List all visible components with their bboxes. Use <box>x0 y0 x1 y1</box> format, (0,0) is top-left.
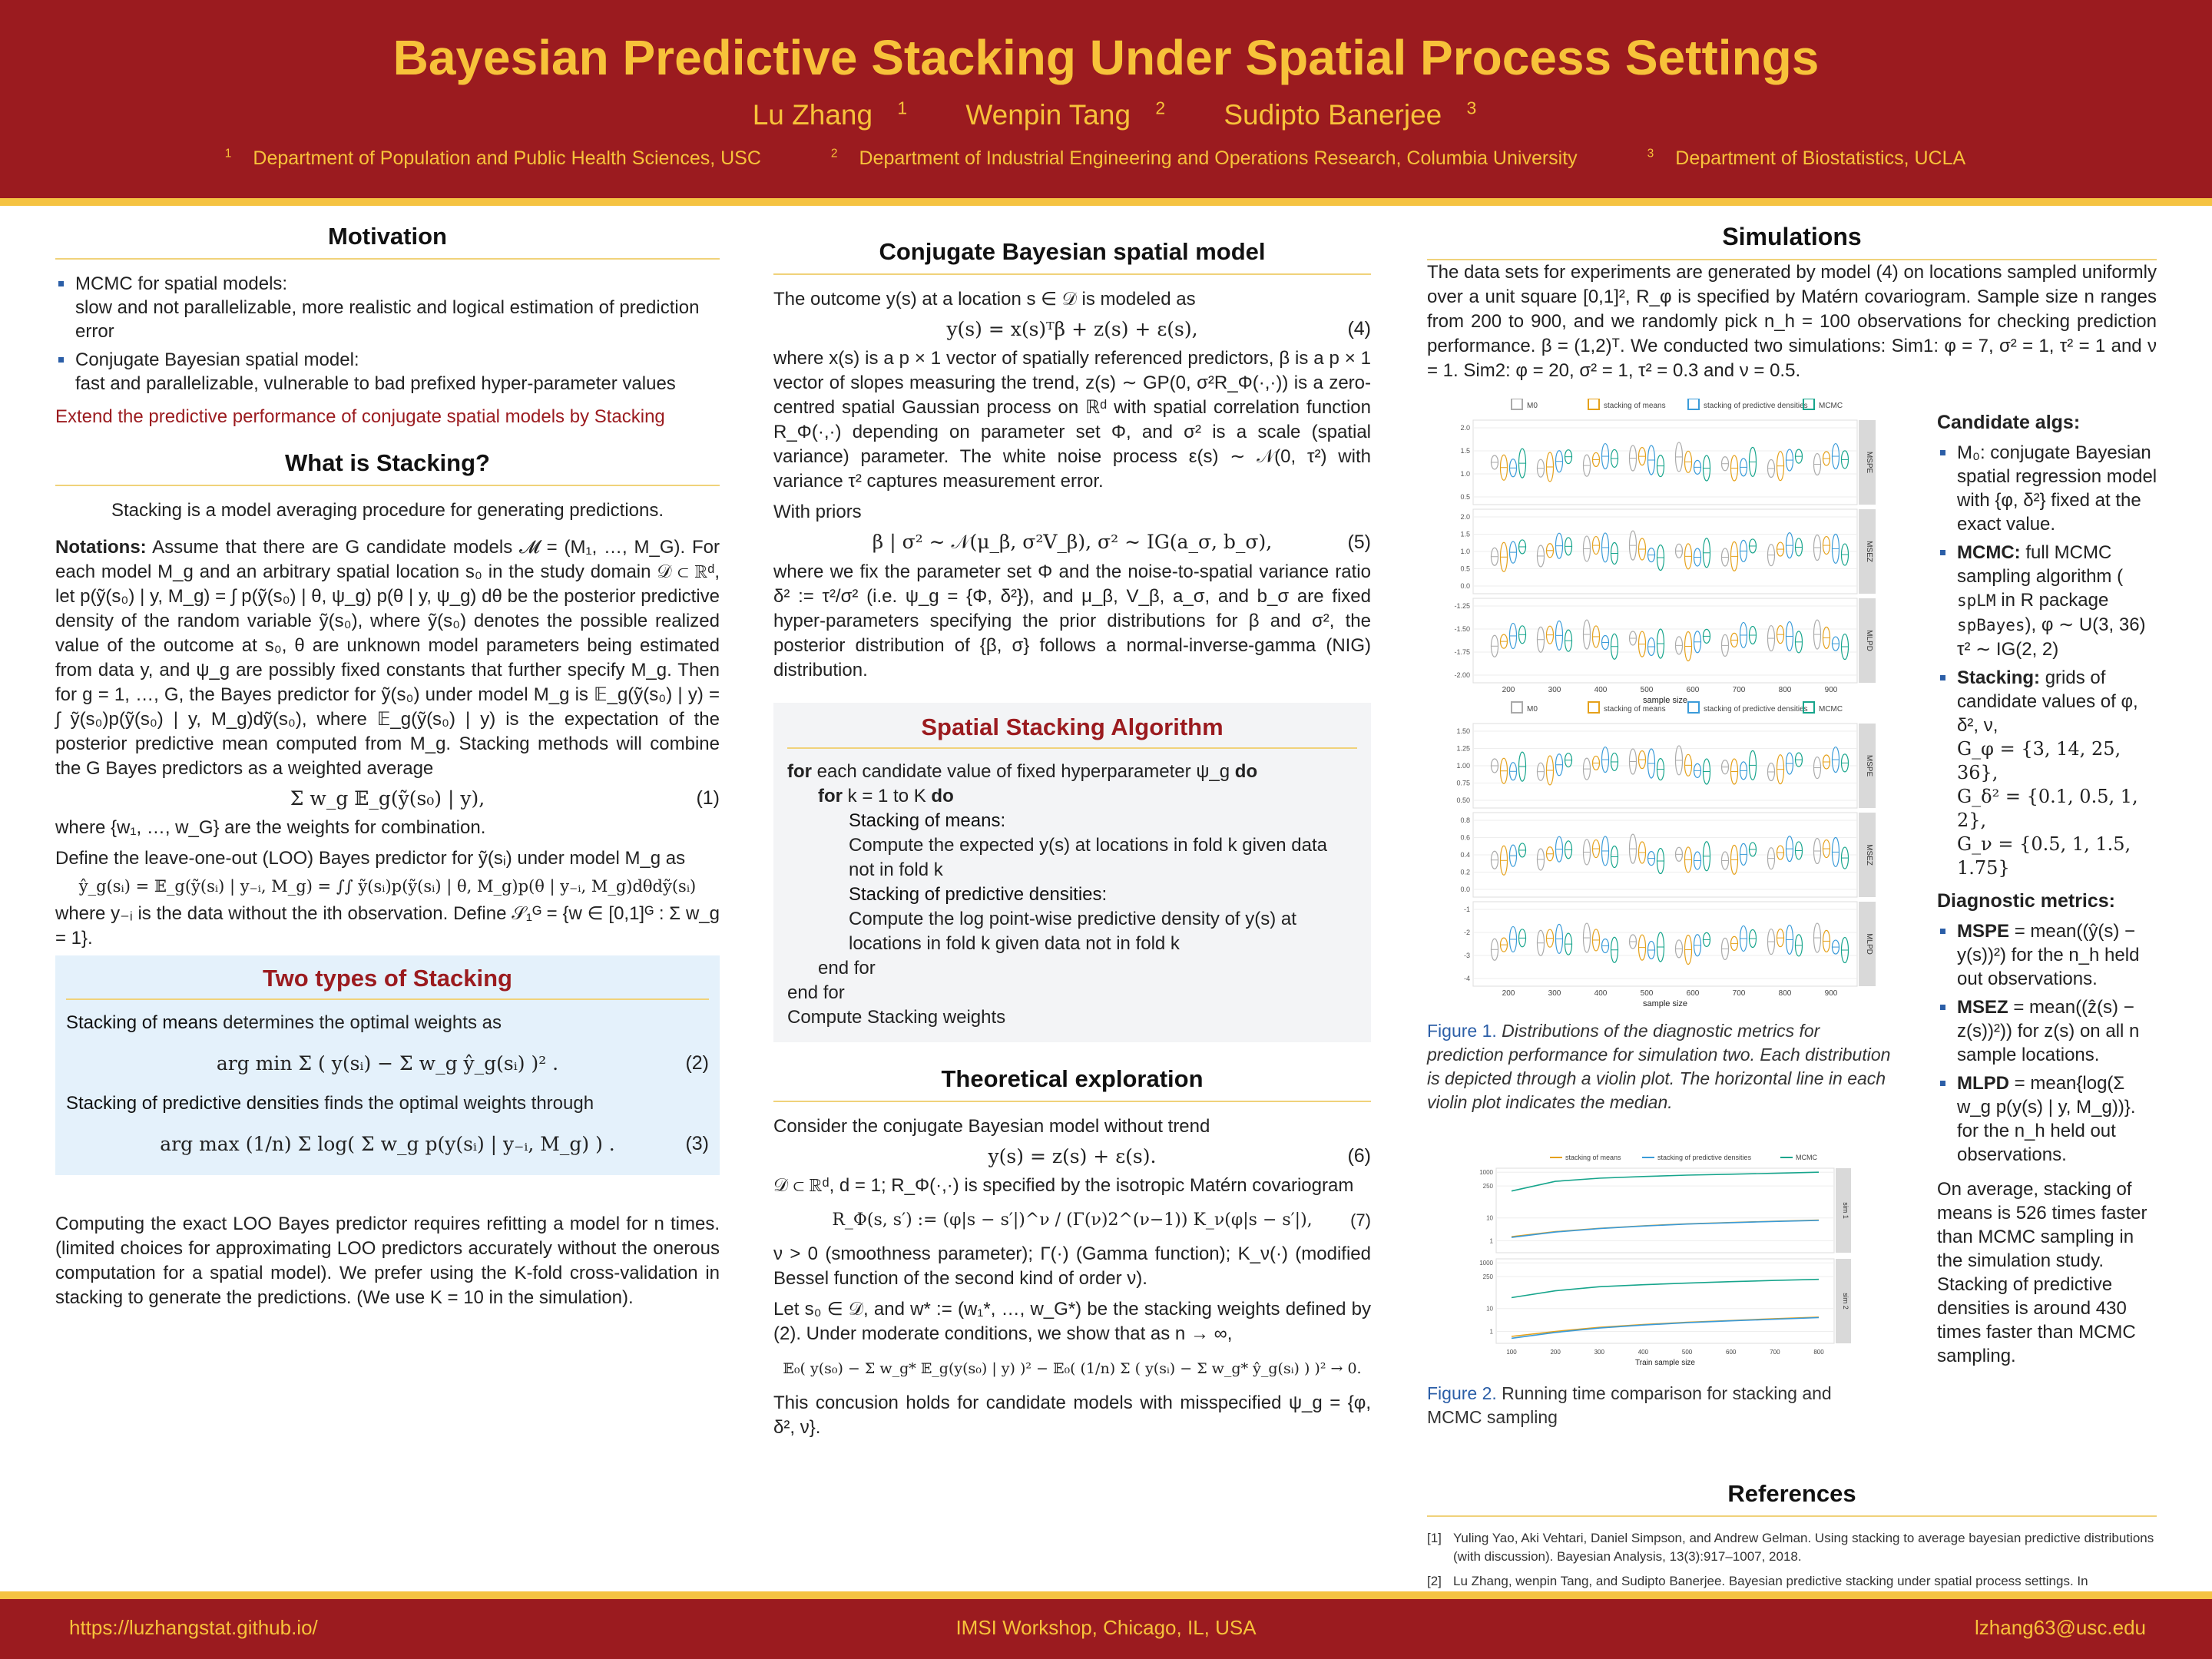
x-tick-sim1: 800 <box>1778 686 1792 694</box>
website-link[interactable]: https://luzhangstat.github.io/ <box>69 1616 318 1639</box>
two-types-box <box>55 955 720 1175</box>
diagnostic-mlpd: MLPD = mean{log(Σ w_g p(y(s) | y, M_g))}. for the n_h held out observations. <box>1937 1071 2160 1167</box>
diagnostic-list <box>1937 919 2160 1167</box>
equation-7: R_Φ(s, s′) := (φ|s − s′|)^ν / (Γ(ν)2^(ν−1)) K_ν(φ|s − s′|), (7) <box>832 1210 1371 1230</box>
algo-line-5: Stacking of predictive densities: <box>849 884 1108 905</box>
motivation-list <box>55 272 720 396</box>
figure-1-caption: Figure 1. Distributions of the diagnostic metrics for prediction performance for simulation two. Each distribution is depicted through a violin plot. The horizontal line in each violin plot indicates the median. <box>1427 1021 1891 1112</box>
legend-label-sim1: M0 <box>1527 402 1538 410</box>
legend-label-sim2: MCMC <box>1819 705 1843 714</box>
algo-line-6: Compute the log point-wise predictive density of y(s) at locations in fold k given data not in fold k <box>849 909 1296 954</box>
loo-after: where y₋ᵢ is the data without the ith observation. Define 𝒮₁ᴳ = {w ∈ [0,1]ᴳ : Σ w_g = 1}. <box>55 903 720 949</box>
algo-line-7: end for <box>818 958 876 979</box>
theory-nu: ν > 0 (smoothness parameter); Γ(·) (Gamma function); K_ν(·) (modified Bessel function of the second kind of order ν). <box>773 1243 1371 1289</box>
simulations-intro: The data sets for experiments are generated by model (4) on locations sampled uniformly over a unit square [0,1]², R_φ is specified by Matérn covariogram. Sample size n ranges from 200 to 900, and we randomly pick n_h = 100 observations for checking prediction performance. β = (1,2)ᵀ. We conducted two simulations: Sim1: φ = 7, σ² = 1, τ² = 1 and ν = 1. Sim2: φ = 20, σ² = 1, τ² = 0.3 and ν = 0.5. <box>1427 259 2157 383</box>
priors-intro: With priors <box>773 502 862 522</box>
runtime-panel-frame <box>1496 1259 1834 1343</box>
y-tick-sim2: 0.50 <box>1456 796 1470 804</box>
author-1: Lu Zhang $^1$ <box>752 98 908 131</box>
x-tick-sim1: 500 <box>1640 686 1654 694</box>
x-axis-label-sim1: sample size <box>1642 696 1688 705</box>
y-tick-sim1: -1.75 <box>1454 648 1470 656</box>
affiliation-1: $^1$ Department of Population and Public Health Sciences, USC <box>224 147 761 170</box>
candidate-m0: M₀: conjugate Bayesian spatial regression model with {φ, δ²} fixed at the exact value. <box>1937 441 2160 536</box>
theory-domain: 𝒟 ⊂ ℝᵈ, d = 1; R_Φ(·,·) is specified by the isotropic Matérn covariogram <box>773 1175 1354 1196</box>
footer-banner <box>0 1599 2212 1659</box>
means-text: Stacking of means determines the optimal weights as <box>66 1012 502 1033</box>
algo-line-3: Stacking of means: <box>849 810 1006 831</box>
figure-2-caption: Figure 2. Running time comparison for stacking and MCMC sampling <box>1427 1383 1832 1427</box>
y-tick-sim2: 0.75 <box>1456 779 1470 787</box>
equation-6: y(s) = z(s) + ε(s). (6) <box>988 1145 1371 1167</box>
legend-label-sim2: stacking of predictive densities <box>1704 705 1808 714</box>
legend-label-sim2: stacking of means <box>1604 705 1666 714</box>
equation-3: arg max (1/n) Σ log( Σ w_g p(y(sᵢ) | y₋ᵢ, M_g) ) . (3) <box>160 1133 709 1155</box>
motivation-item-conjugate: Conjugate Bayesian spatial model: fast and parallelizable, vulnerable to bad prefixed hyper-parameter values <box>55 348 720 396</box>
candidate-panel <box>1937 406 2160 1368</box>
x-tick-sim1: 900 <box>1824 686 1838 694</box>
candidate-mcmc: MCMC: full MCMC sampling algorithm ( spLM in R package spBayes), φ ∼ U(3, 36) τ² ∼ IG(2, 2) <box>1937 541 2160 661</box>
panel-label-sim1: MSEZ <box>1865 541 1873 562</box>
header-divider <box>0 198 2212 206</box>
panel-label-sim2: MLPD <box>1865 933 1873 955</box>
equation-2: arg min Σ ( y(sᵢ) − Σ w_g ŷ_g(sᵢ) )² . (2) <box>216 1052 709 1075</box>
algo-line-4: Compute the expected y(s) at locations in fold k given data not in fold k <box>849 835 1328 880</box>
legend-label-sim1: stacking of predictive densities <box>1704 402 1808 410</box>
x-tick-sim2: 900 <box>1824 989 1838 998</box>
legend-key-sim2 <box>1512 702 1522 713</box>
runtime-legend-label: stacking of means <box>1565 1154 1621 1161</box>
y-tick-sim2: 1.25 <box>1456 744 1470 753</box>
y-tick-sim1: 1.0 <box>1460 548 1470 555</box>
algo-line-8: end for <box>787 982 845 1003</box>
candidate-list <box>1937 441 2160 880</box>
equation-5: β | σ² ∼ 𝒩(μ_β, σ²V_β), σ² ∼ IG(a_σ, b_σ), (5) <box>872 531 1371 553</box>
stacking-title: What is Stacking? <box>55 449 720 486</box>
algo-line-1: for each candidate value of fixed hyperparameter ψ_g do <box>787 761 1258 782</box>
runtime-y-tick: 10 <box>1486 1214 1493 1222</box>
runtime-x-axis-label: Train sample size <box>1635 1359 1695 1367</box>
y-tick-sim2: -1 <box>1463 906 1470 913</box>
runtime-y-tick: 10 <box>1486 1305 1493 1313</box>
legend-key-sim2 <box>1688 702 1699 713</box>
x-tick-sim1: 700 <box>1732 686 1746 694</box>
y-tick-sim2: 0.6 <box>1460 833 1470 842</box>
runtime-y-tick: 1000 <box>1479 1169 1493 1177</box>
y-tick-sim2: 1.50 <box>1456 727 1470 735</box>
algorithm-body <box>787 760 1357 1030</box>
runtime-y-tick: 1000 <box>1479 1260 1493 1267</box>
conjugate-title: Conjugate Bayesian spatial model <box>773 238 1371 275</box>
column-left <box>55 223 720 1310</box>
y-tick-sim1: 1.5 <box>1460 447 1470 455</box>
panel-frame-sim1 <box>1473 420 1857 505</box>
weights-text: where {w₁, …, w_G} are the weights for combination. <box>55 817 486 838</box>
y-tick-sim1: 1.0 <box>1460 470 1470 478</box>
runtime-legend-label: stacking of predictive densities <box>1657 1154 1752 1161</box>
theory-intro: Consider the conjugate Bayesian model without trend <box>773 1116 1210 1137</box>
algorithm-box <box>773 703 1371 1042</box>
diagnostic-msez: MSEZ = mean((ẑ(s) − z(s))²)) for z(s) on all n sample locations. <box>1937 995 2160 1067</box>
affiliation-2: $^2$ Department of Industrial Engineering and Operations Research, Columbia University <box>830 147 1578 170</box>
y-tick-sim2: -2 <box>1463 929 1470 936</box>
legend-label-sim1: stacking of means <box>1604 402 1666 410</box>
loo-equation: ŷ_g(sᵢ) = 𝔼_g(ỹ(sᵢ) | y₋ᵢ, M_g) = ∫∫ ỹ(sᵢ)p(ỹ(sᵢ) | θ, M_g)p(θ | y₋ᵢ, M_g)dθdỹ(sᵢ) <box>78 877 697 896</box>
candidate-title: Candidate algs: <box>1937 412 2081 433</box>
runtime-x-tick: 500 <box>1681 1349 1693 1356</box>
algo-line-2: for k = 1 to K do <box>818 786 954 806</box>
y-tick-sim2: 1.00 <box>1456 762 1470 770</box>
stacking-tagline: Stacking is a model averaging procedure for generating predictions. <box>111 500 664 521</box>
email-link[interactable]: lzhang63@usc.edu <box>1975 1616 2146 1639</box>
conjugate-intro: The outcome y(s) at a location s ∈ 𝒟 is modeled as <box>773 289 1196 310</box>
loo-text: Define the leave-one-out (LOO) Bayes predictor for ỹ(sᵢ) under model M_g as <box>55 848 686 869</box>
panel-label-sim2: MSPE <box>1865 754 1873 777</box>
figure-2-runtime-chart <box>1458 1151 1888 1374</box>
affiliation-3: $^3$ Department of Biostatistics, UCLA <box>1647 147 1966 170</box>
speedup-summary: On average, stacking of means is 526 times faster than MCMC sampling in the simulation study. Stacking of predictive densities is around 430 times faster than MCMC sampling. <box>1937 1179 2147 1366</box>
reference-1: [1] Yuling Yao, Aki Vehtari, Daniel Simpson, and Andrew Gelman. Using stacking to average bayesian predictive distributions (with discussion). Bayesian Analysis, 13(3):917–1007, 2018. <box>1427 1531 2154 1564</box>
y-tick-sim2: 0.0 <box>1460 886 1470 893</box>
x-tick-sim2: 400 <box>1594 989 1608 998</box>
y-tick-sim1: 0.5 <box>1460 493 1470 501</box>
runtime-y-tick: 250 <box>1482 1183 1493 1190</box>
column-middle <box>773 223 1371 1440</box>
runtime-y-tick: 250 <box>1482 1273 1493 1281</box>
simulation-figures-area <box>1427 383 2157 1566</box>
runtime-x-tick: 800 <box>1813 1349 1824 1356</box>
poster-title: Bayesian Predictive Stacking Under Spatial Process Settings <box>392 30 1820 85</box>
runtime-y-tick: 1 <box>1489 1237 1493 1245</box>
runtime-panel-label: sim 1 <box>1842 1202 1849 1219</box>
x-tick-sim2: 600 <box>1686 989 1700 998</box>
equation-1: Σ w_g 𝔼_g(ỹ(s₀) | y), (1) <box>290 787 720 810</box>
header-banner <box>0 0 2212 198</box>
legend-label-sim2: M0 <box>1527 705 1538 714</box>
runtime-x-tick: 200 <box>1550 1349 1561 1356</box>
conjugate-desc: where x(s) is a p × 1 vector of spatially referenced predictors, β is a p × 1 vector of slopes measuring the trend, z(s) ∼ GP(0, σ²R_Φ(·,·)) is a zero-centred spatial Gaussian process on ℝᵈ with spatial correlation function R_Φ(·,·) depending on parameter set Φ, and σ² is a scale (spatial variance) parameter. The white noise process ε(s) ∼ 𝒩(0, τ²) with variance τ² captures measurement error. <box>773 348 1371 492</box>
x-tick-sim1: 200 <box>1502 686 1515 694</box>
x-tick-sim1: 300 <box>1548 686 1561 694</box>
runtime-panel-label: sim 2 <box>1842 1293 1849 1310</box>
footer-divider <box>0 1591 2212 1599</box>
runtime-y-tick: 1 <box>1489 1328 1493 1336</box>
stacking-notation: Notations: Assume that there are G candidate models 𝓜 = (M₁, …, M_G). For each model M_g and an arbitrary spatial location s₀ in the study domain 𝒟 ⊂ ℝᵈ, let p(ỹ(s₀) | y, M_g) = ∫ p(ỹ(s₀) | θ, ψ_g) p(θ | y, ψ_g) dθ be the posterior predictive density of the random variable ỹ(s₀), where ỹ(s₀) denotes the possible realized value of the outcome at s₀, θ are unknown model parameters being estimated from data y, and ψ_g are possibly fixed constants that further specify M_g. Then for g = 1, …, G, the Bayes predictor for ỹ(s₀) under model M_g is 𝔼_g(ỹ(s₀) | y) = ∫ ỹ(s₀)p(ỹ(s₀) | y, M_g)dỹ(s₀), where 𝔼_g(ỹ(s₀) | y) is the expectation of the posterior predictive mean computed from M_g. Stacking methods will combine the G Bayes predictors as a weighted average <box>55 537 720 779</box>
simulations-title: Simulations <box>1722 223 1862 250</box>
algorithm-title: Spatial Stacking Algorithm <box>787 714 1357 749</box>
x-tick-sim1: 600 <box>1686 686 1700 694</box>
theory-conclusion: This concusion holds for candidate models with misspecified ψ_g = {φ, δ², ν}. <box>773 1392 1371 1438</box>
runtime-x-tick: 600 <box>1726 1349 1737 1356</box>
y-tick-sim1: -1.50 <box>1454 625 1470 633</box>
y-tick-sim1: 1.5 <box>1460 530 1470 538</box>
column-right <box>1427 223 2157 1615</box>
y-tick-sim2: 0.2 <box>1460 868 1470 876</box>
affiliation-list <box>0 147 2212 170</box>
panel-frame-sim1 <box>1473 598 1857 683</box>
runtime-x-tick: 300 <box>1594 1349 1604 1356</box>
motivation-title: Motivation <box>55 223 720 260</box>
panel-label-sim1: MSPE <box>1865 451 1873 474</box>
theory-title: Theoretical exploration <box>773 1065 1371 1102</box>
candidate-stacking: Stacking: grids of candidate values of φ, δ², ν, G_φ = {3, 14, 25, 36}, G_δ² = {0.1, 0.5, 1, 2}, G_ν = {0.5, 1, 1.5, 1.75} <box>1937 666 2160 880</box>
x-tick-sim2: 500 <box>1640 989 1654 998</box>
densities-text: Stacking of predictive densities finds the optimal weights through <box>66 1093 594 1114</box>
x-tick-sim2: 800 <box>1778 989 1792 998</box>
runtime-x-tick: 400 <box>1637 1349 1649 1356</box>
x-tick-sim1: 400 <box>1594 686 1608 694</box>
panel-label-sim2: MSEZ <box>1865 844 1873 866</box>
two-types-title: Two types of Stacking <box>66 965 709 1000</box>
y-tick-sim1: 0.0 <box>1460 582 1470 590</box>
references-title: References <box>1427 1480 2157 1517</box>
y-tick-sim2: -3 <box>1463 952 1470 959</box>
panel-label-sim1: MLPD <box>1865 630 1873 651</box>
y-tick-sim2: 0.4 <box>1460 851 1470 859</box>
priors-desc: where we fix the parameter set Φ and the noise-to-spatial variance ratio δ² := τ²/σ² (i.e. ψ_g = {Φ, δ²}), and μ_β, V_β, a_σ, and b_σ are fixed hyper-parameters specifying the prior distributions for β and σ², the posterior distribution of {β, σ} follows a normal-inverse-gamma (NIG) distribution. <box>773 561 1371 680</box>
panel-frame-sim2 <box>1473 902 1857 986</box>
y-tick-sim1: -1.25 <box>1454 602 1470 610</box>
author-list <box>0 98 2212 131</box>
x-tick-sim2: 700 <box>1732 989 1746 998</box>
y-tick-sim2: -4 <box>1463 975 1470 982</box>
y-tick-sim1: -2.00 <box>1454 671 1470 679</box>
y-tick-sim1: 2.0 <box>1460 513 1470 521</box>
author-3: Sudipto Banerjee $^3$ <box>1224 98 1477 131</box>
author-2: Wenpin Tang $^2$ <box>965 98 1166 131</box>
diagnostic-mspe: MSPE = mean((ŷ(s) − y(s))²) for the n_h held out observations. <box>1937 919 2160 991</box>
kfold-text: Computing the exact LOO Bayes predictor requires refitting a model for n times. (limited choices for approximating LOO predictors accurately without the onerous computation for a spatial model). We prefer using the K-fold cross-validation in stacking to generate the predictions. (We use K = 10 in the simulation). <box>55 1214 720 1308</box>
motivation-extend: Extend the predictive performance of conjugate spatial models by Stacking <box>55 406 665 427</box>
runtime-x-tick: 700 <box>1770 1349 1780 1356</box>
legend-key-sim1 <box>1688 399 1699 409</box>
reference-2: [2] Lu Zhang, wenpin Tang, and Sudipto Banerjee. Bayesian predictive stacking under spatial process settings. In <box>1427 1574 2088 1588</box>
runtime-x-tick: 100 <box>1506 1349 1517 1356</box>
x-axis-label-sim2: sample size <box>1642 999 1688 1008</box>
x-tick-sim2: 300 <box>1548 989 1561 998</box>
motivation-item-mcmc: MCMC for spatial models: slow and not parallelizable, more realistic and logical estimation of prediction error <box>55 272 720 343</box>
figure-1-violin-plots <box>1427 399 1888 1013</box>
diagnostic-title: Diagnostic metrics: <box>1937 890 2116 912</box>
runtime-panel-frame <box>1496 1168 1834 1253</box>
y-tick-sim1: 0.5 <box>1460 565 1470 573</box>
x-tick-sim2: 200 <box>1502 989 1515 998</box>
algo-line-9: Compute Stacking weights <box>787 1007 1006 1028</box>
y-tick-sim1: 2.0 <box>1460 424 1470 432</box>
legend-key-sim1 <box>1512 399 1522 409</box>
runtime-legend-label: MCMC <box>1796 1154 1817 1161</box>
legend-key-sim2 <box>1588 702 1599 713</box>
legend-label-sim1: MCMC <box>1819 402 1843 410</box>
event-name: IMSI Workshop, Chicago, IL, USA <box>955 1616 1257 1639</box>
y-tick-sim2: 0.8 <box>1460 816 1470 824</box>
equation-4: y(s) = x(s)ᵀβ + z(s) + ε(s), (4) <box>946 318 1371 340</box>
equation-8: 𝔼₀( y(s₀) − Σ w_g* 𝔼_g(y(s₀) | y) )² − 𝔼₀( (1/n) Σ ( y(sᵢ) − Σ w_g* ŷ_g(sᵢ) ) )² → 0. <box>783 1360 1362 1377</box>
legend-key-sim1 <box>1588 399 1599 409</box>
theory-let: Let s₀ ∈ 𝒟, and w* := (w₁*, …, w_G*) be the stacking weights defined by (2). Under moderate conditions, we show that as n → ∞, <box>773 1299 1371 1344</box>
